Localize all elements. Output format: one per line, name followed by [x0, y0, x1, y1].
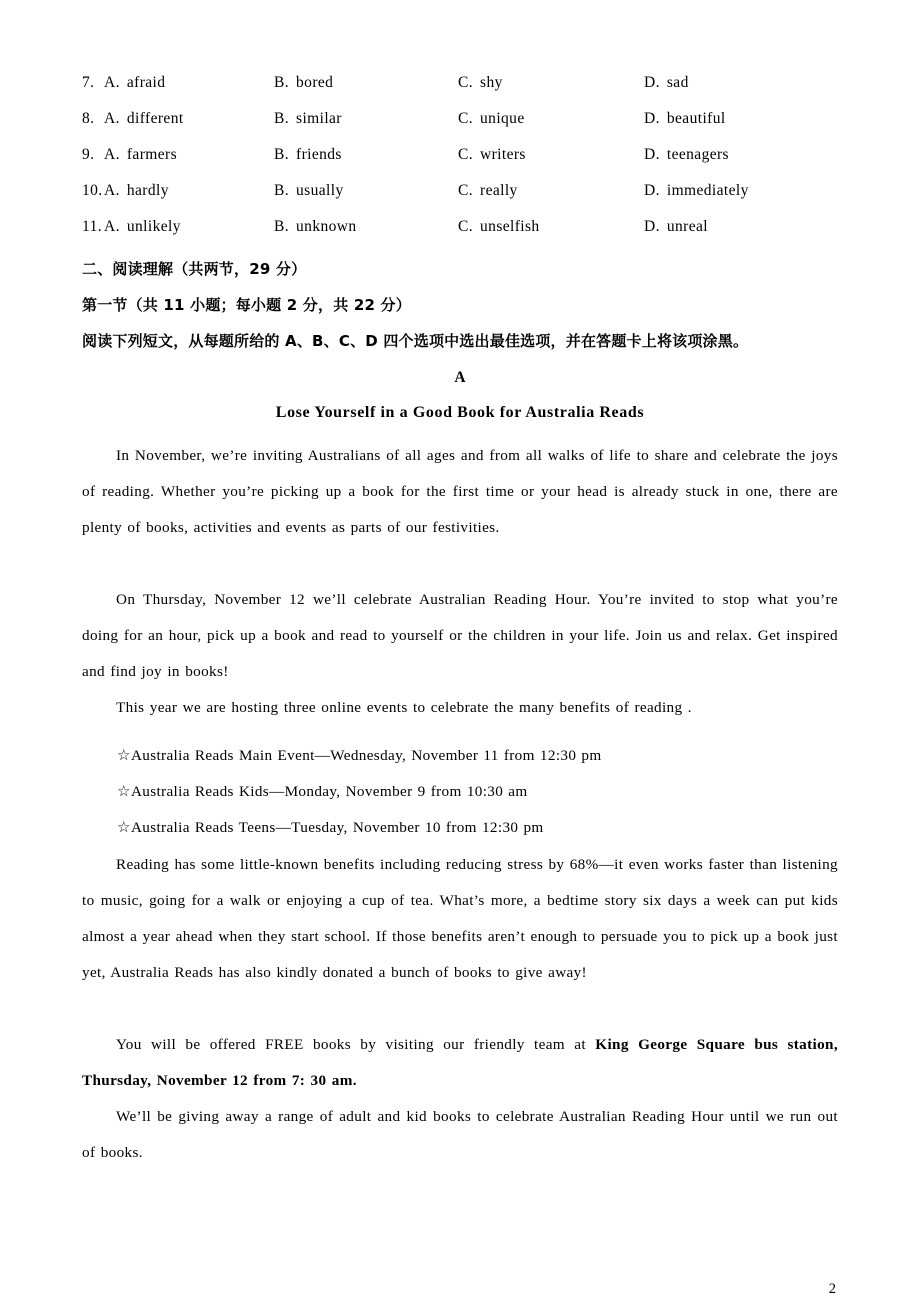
option-a	[104, 74, 165, 92]
passage-paragraph-4: Reading has some little-known benefits including reducing stress by 68%—it even works faster than listening to music, going for a walk or enjoying a cup of tea. What’s more, a bedtime story six days a week can put kids almost a year ahead when they start school. If those benefits aren’t enough to persuade you to pick up a book just yet, Australia Reads has also kindly donated a bunch of books to give away!	[82, 856, 838, 981]
option-text: unselfish	[480, 218, 540, 235]
section-heading: 二、阅读理解（共两节，29 分）	[82, 260, 307, 278]
event-text: Australia Reads Teens—Tuesday, November 10 from 12:30 pm	[130, 819, 544, 836]
question-number: 10.	[82, 182, 103, 199]
option-text: bored	[296, 74, 334, 91]
star-icon: ☆	[117, 747, 131, 764]
list-item	[117, 738, 857, 774]
option-text: really	[480, 182, 518, 199]
star-icon: ☆	[117, 783, 131, 800]
passage-paragraph-2: On Thursday, November 12 we’ll celebrate Australian Reading Hour. You’re invited to stop what you’re doing for an hour, pick up a book and read to yourself or the children in your life. Join us and relax. Get inspired and find joy in books!	[82, 591, 838, 680]
option-letter: B.	[274, 74, 290, 91]
passage-paragraph-1: In November, we’re inviting Australians of all ages and from all walks of life to share and celebrate the joys of reading. Whether you’re picking up a book for the first time or your head is already stuck in one, there are plenty of books, activities and events as parts of our festivities.	[82, 447, 838, 536]
option-letter: A.	[104, 182, 120, 199]
event-list	[117, 738, 857, 846]
option-b	[274, 146, 342, 164]
question-number: 9.	[82, 146, 95, 163]
question-number: 8.	[82, 110, 95, 127]
option-text: beautiful	[666, 110, 726, 127]
question-number: 7.	[82, 74, 95, 91]
option-b	[274, 218, 357, 236]
option-d	[644, 146, 729, 164]
option-b	[274, 110, 342, 128]
option-text: unreal	[666, 218, 709, 235]
event-text: Australia Reads Main Event—Wednesday, November 11 from 12:30 pm	[130, 747, 602, 764]
option-letter: C.	[458, 218, 474, 235]
option-letter: D.	[644, 146, 660, 163]
option-letter: A.	[104, 146, 120, 163]
option-letter: C.	[458, 110, 474, 127]
option-d	[644, 74, 689, 92]
option-text: unlikely	[126, 218, 181, 235]
option-c	[458, 146, 526, 164]
passage-paragraph-3: This year we are hosting three online events to celebrate the many benefits of reading .	[116, 699, 692, 716]
option-text: writers	[480, 146, 526, 163]
event-text: Australia Reads Kids—Monday, November 9 from 10:30 am	[130, 783, 528, 800]
option-text: unknown	[296, 218, 357, 235]
option-letter: C.	[458, 182, 474, 199]
option-a	[104, 146, 177, 164]
option-text: hardly	[126, 182, 169, 199]
option-text: similar	[296, 110, 342, 127]
option-d	[644, 182, 749, 200]
option-letter: D.	[644, 110, 660, 127]
option-letter: C.	[458, 146, 474, 163]
table-row	[82, 218, 842, 254]
option-text: shy	[480, 74, 503, 91]
option-letter: B.	[274, 218, 290, 235]
option-text: immediately	[666, 182, 749, 199]
option-letter: D.	[644, 182, 660, 199]
option-letter: B.	[274, 110, 290, 127]
option-text: afraid	[126, 74, 166, 91]
option-c	[458, 218, 540, 236]
option-c	[458, 182, 518, 200]
option-d	[644, 218, 708, 236]
page-title: Lose Yourself in a Good Book for Australia Reads	[275, 404, 645, 421]
option-text: usually	[296, 182, 344, 199]
option-c	[458, 74, 503, 92]
option-letter: D.	[644, 218, 660, 235]
option-text: friends	[296, 146, 342, 163]
option-letter: C.	[458, 74, 474, 91]
star-icon: ☆	[117, 819, 131, 836]
option-b	[274, 182, 344, 200]
option-letter: D.	[644, 74, 660, 91]
option-text: sad	[666, 74, 689, 91]
option-c	[458, 110, 525, 128]
option-text: different	[126, 110, 184, 127]
page-number: 2	[828, 1281, 836, 1297]
option-letter: A.	[104, 110, 120, 127]
option-letter: A.	[104, 218, 120, 235]
option-b	[274, 74, 333, 92]
passage-label: A	[454, 369, 466, 386]
option-a	[104, 110, 184, 128]
passage-paragraph-5	[82, 1027, 838, 1099]
table-row	[82, 74, 842, 110]
option-letter: B.	[274, 146, 290, 163]
option-text: unique	[480, 110, 525, 127]
table-row	[82, 110, 842, 146]
option-text: teenagers	[666, 146, 729, 163]
passage-paragraph-6: We’ll be giving away a range of adult and kid books to celebrate Australian Reading Hour until we run out of books.	[82, 1108, 838, 1161]
option-a	[104, 218, 181, 236]
pickup-location-highlight: King George Square bus station, Thursday, November 12 from 7: 30 am.	[82, 1036, 838, 1089]
option-letter: A.	[104, 74, 120, 91]
option-d	[644, 110, 726, 128]
instruction-text: 阅读下列短文，从每题所给的 A、B、C、D 四个选项中选出最佳选项，并在答题卡上将该项涂黑。	[82, 332, 749, 350]
multiple-choice-block	[82, 74, 842, 254]
option-letter: B.	[274, 182, 290, 199]
option-a	[104, 182, 169, 200]
option-text: farmers	[126, 146, 178, 163]
list-item	[117, 774, 857, 810]
question-number: 11.	[82, 218, 102, 235]
table-row	[82, 182, 842, 218]
part-heading: 第一节（共 11 小题；每小题 2 分，共 22 分）	[82, 296, 411, 314]
list-item	[117, 810, 857, 846]
table-row	[82, 146, 842, 182]
paragraph-5-lead: You will be offered FREE books by visiting our friendly team at	[116, 1036, 596, 1053]
